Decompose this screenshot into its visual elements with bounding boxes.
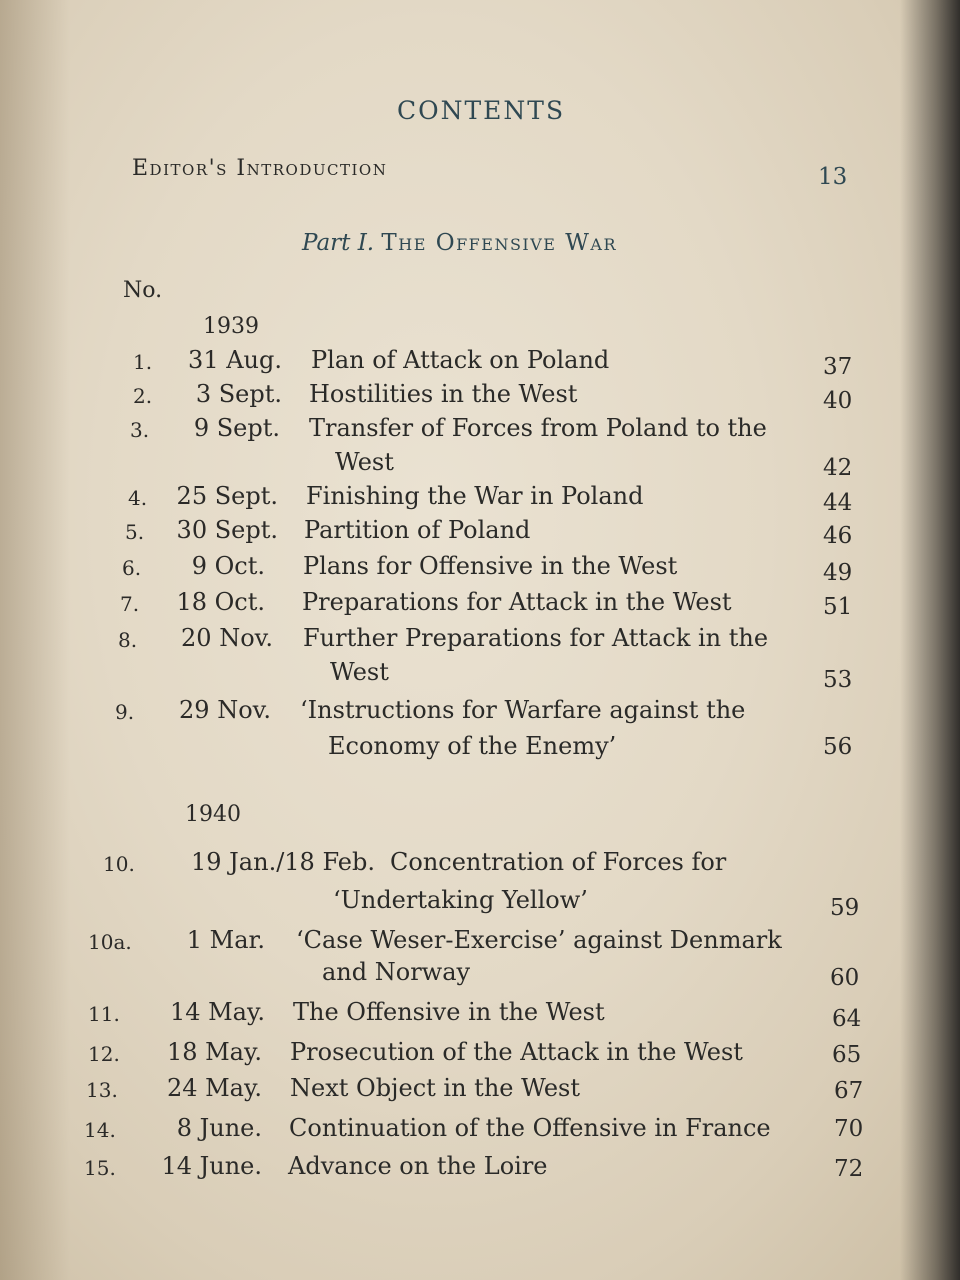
entry-page: 40 — [823, 388, 853, 414]
entry-title: and Norway — [322, 958, 471, 986]
entry-title: Plans for Offensive in the West — [303, 552, 678, 580]
entry-page: 53 — [823, 667, 853, 693]
entry-number: 6. — [122, 556, 142, 580]
part-title: The Offensive War — [381, 230, 618, 256]
entry-title: Continuation of the Offensive in France — [289, 1114, 771, 1142]
part-label: Part I. — [302, 230, 375, 256]
entry-page: 37 — [823, 354, 853, 380]
page-edge — [900, 0, 960, 1280]
entry-date: 9 Sept. — [193, 414, 280, 442]
entry-date: 18 May. — [166, 1038, 262, 1066]
entry-page: 56 — [823, 734, 853, 760]
entry-title: Next Object in the West — [290, 1074, 580, 1102]
entry-page: 44 — [823, 490, 853, 516]
entry-date: 19 Jan./18 Feb. — [191, 848, 375, 876]
entry-number: 10. — [103, 852, 135, 876]
entry-page: 65 — [832, 1042, 862, 1068]
entry-date: 20 Nov. — [181, 624, 273, 652]
entry-number: 2. — [133, 384, 153, 408]
entry-page: 59 — [830, 895, 860, 921]
entry-title: Concentration of Forces for — [390, 848, 727, 876]
entry-number: 9. — [115, 700, 135, 724]
year-1940: 1940 — [185, 802, 241, 827]
entry-title: The Offensive in the West — [293, 998, 605, 1026]
entry-title: Partition of Poland — [304, 516, 531, 544]
entry-title: Advance on the Loire — [288, 1152, 548, 1180]
entry-date: 25 Sept. — [176, 482, 278, 510]
entry-page: 64 — [832, 1006, 862, 1032]
number-column-label: No. — [123, 278, 163, 303]
entry-number: 3. — [130, 418, 150, 442]
entry-number: 1. — [133, 350, 153, 374]
entry-date: 31 Aug. — [188, 346, 282, 374]
entry-page: 46 — [823, 523, 853, 549]
entry-number: 12. — [88, 1042, 120, 1066]
entry-number: 11. — [88, 1002, 120, 1026]
entry-date: 3 Sept. — [195, 380, 282, 408]
entry-title: ‘Case Weser-Exercise’ against Denmark — [296, 926, 782, 954]
entry-number: 14. — [84, 1118, 116, 1142]
entry-title: West — [335, 448, 394, 476]
entry-number: 13. — [86, 1078, 118, 1102]
entry-page: 51 — [823, 594, 853, 620]
entry-number: 4. — [128, 486, 148, 510]
intro-page: 13 — [818, 164, 848, 190]
entry-title: Further Preparations for Attack in the — [303, 624, 769, 652]
entry-page: 60 — [830, 965, 860, 991]
entry-title: Transfer of Forces from Poland to the — [309, 414, 767, 442]
year-1939: 1939 — [203, 314, 259, 339]
entry-date: 18 Oct. — [176, 588, 265, 616]
entry-title: Prosecution of the Attack in the West — [290, 1038, 743, 1066]
entry-page: 72 — [834, 1156, 864, 1182]
entry-date: 30 Sept. — [176, 516, 278, 544]
entry-number: 5. — [125, 520, 145, 544]
entry-date: 14 May. — [169, 998, 265, 1026]
entry-page: 70 — [834, 1116, 864, 1142]
entry-page: 67 — [834, 1078, 864, 1104]
entry-title: Hostilities in the West — [309, 380, 578, 408]
part-heading — [302, 230, 617, 256]
gutter-shadow — [0, 0, 70, 1280]
entry-number: 10a. — [88, 930, 132, 954]
entry-page: 42 — [823, 455, 853, 481]
entry-date: 1 Mar. — [186, 926, 265, 954]
entry-date: 14 June. — [161, 1152, 262, 1180]
intro-title: Editor's Introduction — [132, 156, 388, 181]
entry-page: 49 — [823, 560, 853, 586]
entry-number: 7. — [120, 592, 140, 616]
entry-title: ‘Instructions for Warfare against the — [300, 696, 746, 724]
entry-title: Preparations for Attack in the West — [302, 588, 732, 616]
entry-title: Economy of the Enemy’ — [328, 732, 617, 760]
entry-title: ‘Undertaking Yellow’ — [333, 886, 588, 914]
entry-date: 24 May. — [166, 1074, 262, 1102]
entry-number: 15. — [84, 1156, 116, 1180]
entry-number: 8. — [118, 628, 138, 652]
contents-heading: CONTENTS — [397, 96, 566, 125]
entry-date: 8 June. — [176, 1114, 262, 1142]
entry-date: 29 Nov. — [179, 696, 271, 724]
entry-date: 9 Oct. — [191, 552, 265, 580]
entry-title: Plan of Attack on Poland — [311, 346, 610, 374]
entry-title: Finishing the War in Poland — [306, 482, 644, 510]
entry-title: West — [330, 658, 389, 686]
